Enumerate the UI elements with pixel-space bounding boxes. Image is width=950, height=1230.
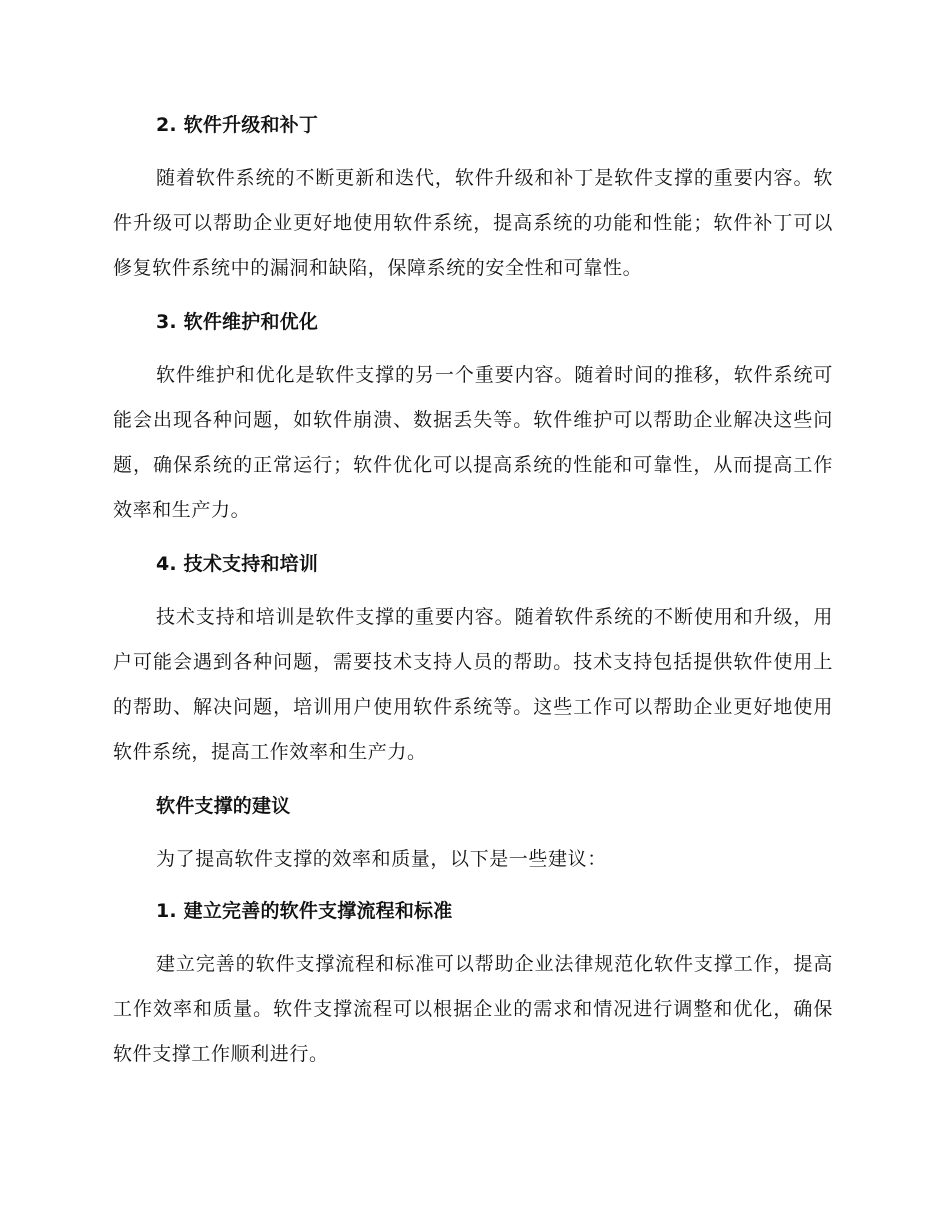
section-heading-software-upgrade: 2. 软件升级和补丁 <box>156 114 319 136</box>
document-content <box>113 110 833 1093</box>
section-body-technical-support: 技术支持和培训是软件支撑的重要内容。随着软件系统的不断使用和升级，用户可能会遇到各种问题，需要技术支持人员的帮助。技术支持包括提供软件使用上的帮助、解决问题，培训用户使用软件系统等。这些工作可以帮助企业更好地使用软件系统，提高工作效率和生产力。 <box>113 606 833 763</box>
section-heading-software-maintenance: 3. 软件维护和优化 <box>156 311 319 333</box>
advice-item-heading-process: 1. 建立完善的软件支撑流程和标准 <box>156 900 453 922</box>
advice-heading: 软件支撑的建议 <box>156 795 291 817</box>
section-body-software-upgrade: 随着软件系统的不断更新和迭代，软件升级和补丁是软件支撑的重要内容。软件升级可以帮助企业更好地使用软件系统，提高系统的功能和性能；软件补丁可以修复软件系统中的漏洞和缺陷，保障系统的安全性和可靠性。 <box>113 167 833 279</box>
advice-intro: 为了提高软件支撑的效率和质量，以下是一些建议： <box>156 848 607 870</box>
section-body-software-maintenance: 软件维护和优化是软件支撑的另一个重要内容。随着时间的推移，软件系统可能会出现各种问题，如软件崩溃、数据丢失等。软件维护可以帮助企业解决这些问题，确保系统的正常运行；软件优化可以提高系统的性能和可靠性，从而提高工作效率和生产力。 <box>113 364 833 521</box>
section-heading-technical-support: 4. 技术支持和培训 <box>156 553 319 575</box>
advice-item-body-process: 建立完善的软件支撑流程和标准可以帮助企业法律规范化软件支撑工作，提高工作效率和质量。软件支撑流程可以根据企业的需求和情况进行调整和优化，确保软件支撑工作顺利进行。 <box>113 953 833 1065</box>
